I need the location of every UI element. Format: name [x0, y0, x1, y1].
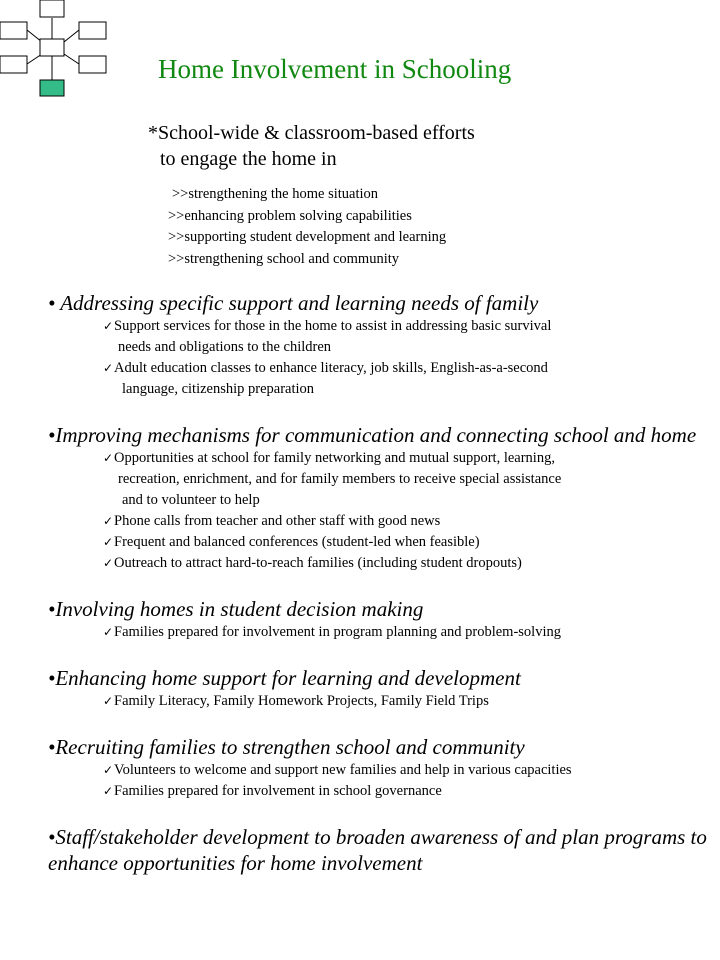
diagram-box-right-upper — [79, 22, 106, 39]
list-item — [48, 781, 708, 802]
intro-line-1: *School-wide & classroom-based efforts — [148, 122, 475, 144]
item-line: Support services for those in the home to assist in addressing basic survival — [114, 318, 552, 334]
list-item — [48, 448, 708, 511]
intro-sub-item: >>strengthening the home situation — [172, 186, 379, 202]
check-icon: ✓ — [103, 784, 114, 798]
section — [48, 665, 708, 712]
section-heading-text: Addressing specific support and learning needs of family — [55, 291, 539, 315]
item-line: Phone calls from teacher and other staff with good news — [114, 513, 441, 529]
diagram-box-top — [40, 0, 64, 17]
list-item — [48, 511, 708, 532]
item-line: Opportunities at school for family networking and mutual support, learning, — [114, 450, 555, 466]
section — [48, 596, 708, 643]
section — [48, 422, 708, 574]
bullet-icon: • — [48, 291, 56, 315]
section-heading — [48, 824, 708, 876]
item-line: Families prepared for involvement in program planning and problem-solving — [114, 624, 561, 640]
page-title: Home Involvement in Schooling — [158, 54, 512, 84]
item-line: recreation, enrichment, and for family members to receive special assistance — [118, 471, 562, 487]
diagram-box-highlighted — [40, 80, 64, 96]
check-icon: ✓ — [103, 451, 114, 465]
list-item — [48, 316, 708, 358]
bullet-icon: • — [48, 423, 56, 447]
intro-line-2: to engage the home in — [160, 148, 337, 170]
section — [48, 734, 708, 802]
bullet-icon: • — [48, 597, 56, 621]
item-line: Families prepared for involvement in school governance — [114, 783, 442, 799]
item-line: Frequent and balanced conferences (student-led when feasible) — [114, 534, 480, 550]
check-icon: ✓ — [103, 514, 114, 528]
bullet-icon: • — [48, 735, 56, 759]
section-heading — [48, 734, 708, 760]
bullet-icon: • — [48, 825, 56, 849]
item-line: needs and obligations to the children — [118, 339, 332, 355]
intro-block — [148, 120, 475, 172]
list-item — [48, 760, 708, 781]
list-item — [48, 691, 708, 712]
diagram-box-right-lower — [79, 56, 106, 73]
sections-list — [48, 290, 708, 898]
section-heading — [48, 422, 708, 448]
section-heading-text: Improving mechanisms for communication and connecting school and home — [55, 423, 697, 447]
list-item — [48, 622, 708, 643]
item-line: language, citizenship preparation — [122, 381, 315, 397]
intro-sub-item: >>supporting student development and learning — [168, 229, 447, 245]
intro-sub-item: >>enhancing problem solving capabilities — [168, 207, 412, 224]
check-icon: ✓ — [103, 319, 114, 333]
diagram-box-left-upper — [0, 22, 27, 39]
section-heading — [48, 290, 708, 316]
section-heading — [48, 665, 708, 691]
intro-sub-list — [168, 184, 446, 270]
check-icon: ✓ — [103, 361, 114, 375]
check-icon: ✓ — [103, 694, 114, 708]
item-line: Adult education classes to enhance literacy, job skills, English-as-a-second — [114, 360, 548, 376]
check-icon: ✓ — [103, 763, 114, 777]
item-line: Volunteers to welcome and support new families and help in various capacities — [114, 762, 572, 778]
section-heading — [48, 596, 708, 622]
item-line: Outreach to attract hard-to-reach families (including student dropouts) — [114, 555, 522, 571]
section-heading-text: Recruiting families to strengthen school and community — [55, 735, 525, 759]
item-line: Family Literacy, Family Homework Projects, Family Field Trips — [114, 693, 489, 709]
check-icon: ✓ — [103, 556, 114, 570]
check-icon: ✓ — [103, 535, 114, 549]
section-heading-text: Staff/stakeholder development to broaden awareness of and plan programs to enhance opportunities for home involvement — [48, 825, 707, 875]
connector-line — [64, 30, 79, 42]
diagram-box-left-lower — [0, 56, 27, 73]
connector-line — [64, 54, 79, 64]
section — [48, 824, 708, 876]
diagram-box-center — [40, 39, 64, 56]
intro-sub-item: >>strengthening school and community — [168, 250, 400, 267]
section-heading-text: Enhancing home support for learning and development — [55, 666, 521, 690]
item-line: and to volunteer to help — [122, 492, 260, 508]
list-item — [48, 532, 708, 553]
list-item — [48, 358, 708, 400]
component-diagram — [0, 0, 110, 100]
section-heading-text: Involving homes in student decision making — [55, 597, 424, 621]
check-icon: ✓ — [103, 625, 114, 639]
list-item — [48, 553, 708, 574]
section — [48, 290, 708, 400]
bullet-icon: • — [48, 666, 56, 690]
